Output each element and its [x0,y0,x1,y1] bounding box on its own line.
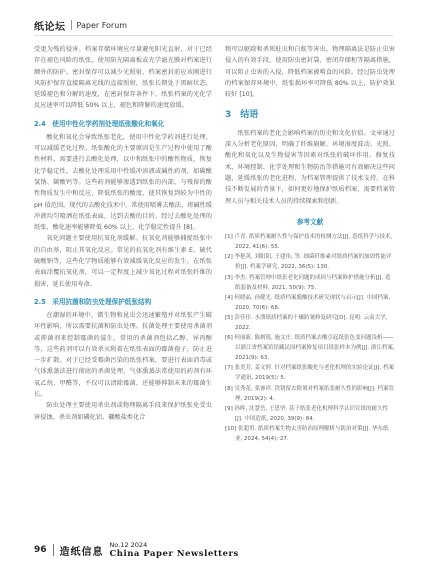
reference-item: [2] 李艳英, 刘阳阳, 王建伟, 等. 细菌纤维素对纸质档案的加固性能评价[J]. 档案学研究, 2022, 36(5): 130. [225,254,392,271]
paragraph: 受更为残的侵害。档案存储环境应尽量避免阳光直射，对于已经存在褪色风险的纸张，使用防光隔离板或光学滤光膜对档案进行额外的防护。密封保存可以减少光照射，档案密封前应该刚进行风防护保存直接隔离光线的直接照射，纸张长期处于黑暗状态，延缓褪色和分解的速度，在密封保存条件下，纸张档案的光化学反应速率可以降低 50% 以上，褪色和降解的速度放缓。 [34,46,212,110]
page-number: 96 [34,545,47,555]
header-rule [34,35,393,36]
journal-title-en: China Paper Newsletters [109,549,239,559]
issue-number: No.12 2024 [109,541,148,549]
paragraph: 在潮湿的环境中，微生物和昆虫会迅速繁殖并对纸张产生破坏性影响，所以需要抗菌和防虫处理。抗菌处理主要使用杀菌剂或抑菌剂来控制霉菌的滋生，常用的杀菌剂包括乙醇、异丙醇等，这些药剂可以有效杀灭附着在纸张表面的霉菌孢子，防止进一步扩散。对于已经受霉菌污染的纸张档案，要进行表面消毒或气体熏蒸法进行彻底的杀菌处理，气体熏蒸法常使用的药剂有环氧乙烷、甲醛等，不仅可以清除霉菌，还能够抑制未来的霉菌生长。 [34,311,212,399]
journal-info [110,541,239,559]
section-title-en: Paper Forum [76,20,128,30]
reference-item: [6] 何丽新, 陈炳锐, 施文庄. 纸质档案去酸引起纸张色变问题浅析——以浙江省档案馆馆藏民国档案修复项目纸张样本为例[J]. 浙江档案, 2021(9): 63. [225,335,395,362]
subsection-heading: 2.5 采用抗菌和防虫处理保护纸张结构 [34,297,152,306]
reference-item: [3] 李杰. 档案管理中纸张老化问题的成因与档案修护措施分析[J]. 造纸装备及材料, 2021, 50(9): 75. [225,274,391,291]
right-column [225,44,395,444]
reference-item: [4] 何晓晶, 孙健光. 纸质档案脱酸技术研究现状与启示[J]. 中国档案, 2020, 70(6): 68. [225,294,391,311]
footer-divider [53,544,54,556]
page-header [34,18,127,32]
journal-logo-text: 造纸信息 [59,546,104,558]
paragraph: 氧化问题主要使用抗氧化剂缓解。抗氧化剂能够捕捉纸张中的自由基，阻止其氧化反应。常见的抗氧化剂有维生素 E、硫代硫酸钠等，这些化学物质能够有效减缓氧化反应的发生。在纸张表面涂覆抗氧化剂，可以一定程度上减少氧化过程对纸张纤维的损害，延长使用寿命。 [34,235,212,288]
reference-item: [7] 张美芳, 姜文婷. 针对档案纸张酸化与老化机理的实验论证[J]. 档案学通讯, 2019(5): 5. [225,365,394,382]
paragraph: 防虫处理主要使用杀虫剂或物理隔离手段来保护纸张免受虫害侵蚀。杀虫剂如磷化铝、硼酸盐类化合 [34,402,212,421]
reference-item: [9] 孙晖, 沈慧岳, 王思坚. 基于纸张老化机理科学认识宣纸的耐久性[J]. 中国造纸, 2020, 39(9): 84. [225,405,389,422]
reference-item: [5] 彭佳佳. 水溃纸质档案的干燥防皱修复研究[D]. 昆明: 云南大学, 2022. [225,314,388,331]
left-column [34,44,212,423]
references-title: 参考文献 [296,217,324,226]
references-list [225,232,395,444]
paragraph: 酸化和氧化会导致纸张老化，使用中性化学药剂进行处理，可以减缓老化过程。纸张酸化的主要原因是生产过程中使用了酸性材料，需要进行去酸化处理，以中和纸张中的酸性物质，恢复化学稳定性。去酸化处理采用中性缓冲溶液或碱性药剂，如碳酸氢钠、碳酸钙等。这些药剂能够渗透到纸张的内部，与残留的酸性物质发生中和反应，降低纸张的酸度，使其恢复到较为中性的 pH 值范围。现代的去酸化技术中，常使用喷雾去酸法，将碱性缓冲液均匀喷洒在纸张表面，达到去酸的目的。经过去酸化处理的纸张，酸化速率能够降低 60% 以上，化学稳定性提升 [8]。 [34,133,212,232]
paragraph: 纸张档案的老化会影响档案的历史和文化价值。文章通过深入分析老化原因，明确了纤维崩解、环境湿度波动、光照、酸化和氧化以及生物侵害等因素对纸张的破坏作用。修复技术、环境控制、化学处理和生物防治等措施可有效解决这些问题，延缓纸张的老化进程，为档案管理提供了技术支持。在科技不断发展的背景下，如何更好地保护纸质档案，需要档案管理人员与相关技术人员的持续探索和创新。 [225,129,395,205]
reference-item: [10] 张超男. 纸质档案生物去害防治原理解析与防治对策[J]. 华东纸业, 2024, 54(4): 27. [225,425,389,443]
header-divider [71,20,72,30]
journal-logo [60,543,104,558]
section-heading: 3 结语 [225,110,259,121]
paragraph: 物可以驱除和杀死蛀虫和白蚁等害虫。物理隔离法是防止虫害侵入的有效手段，使用防虫密封袋、密闭存储柜等隔离措施，可以阻止虫害的入侵，降低档案被啃食的风险。经过防虫处理的档案保存环境中，纸张损坏率可降低 80% 以上，防护效果较好 [10]。 [225,46,395,99]
reference-item: [1] 卢青. 纸质档案耐久性与保护技术的检测方法[J]. 造纸科学与技术, 2022, 41(6): 55. [225,234,393,251]
page-footer [34,538,393,562]
section-title-cn: 纸论坛 [34,21,66,33]
reference-item: [8] 吴秀花, 张睿祥. 铁锈留去除剂对档案纸张耐久性的影响[J]. 档案管理, 2019(2): 4. [225,385,394,402]
subsection-heading: 2.4 使用中性化学药剂处理纸张酸化和氧化 [34,119,165,128]
